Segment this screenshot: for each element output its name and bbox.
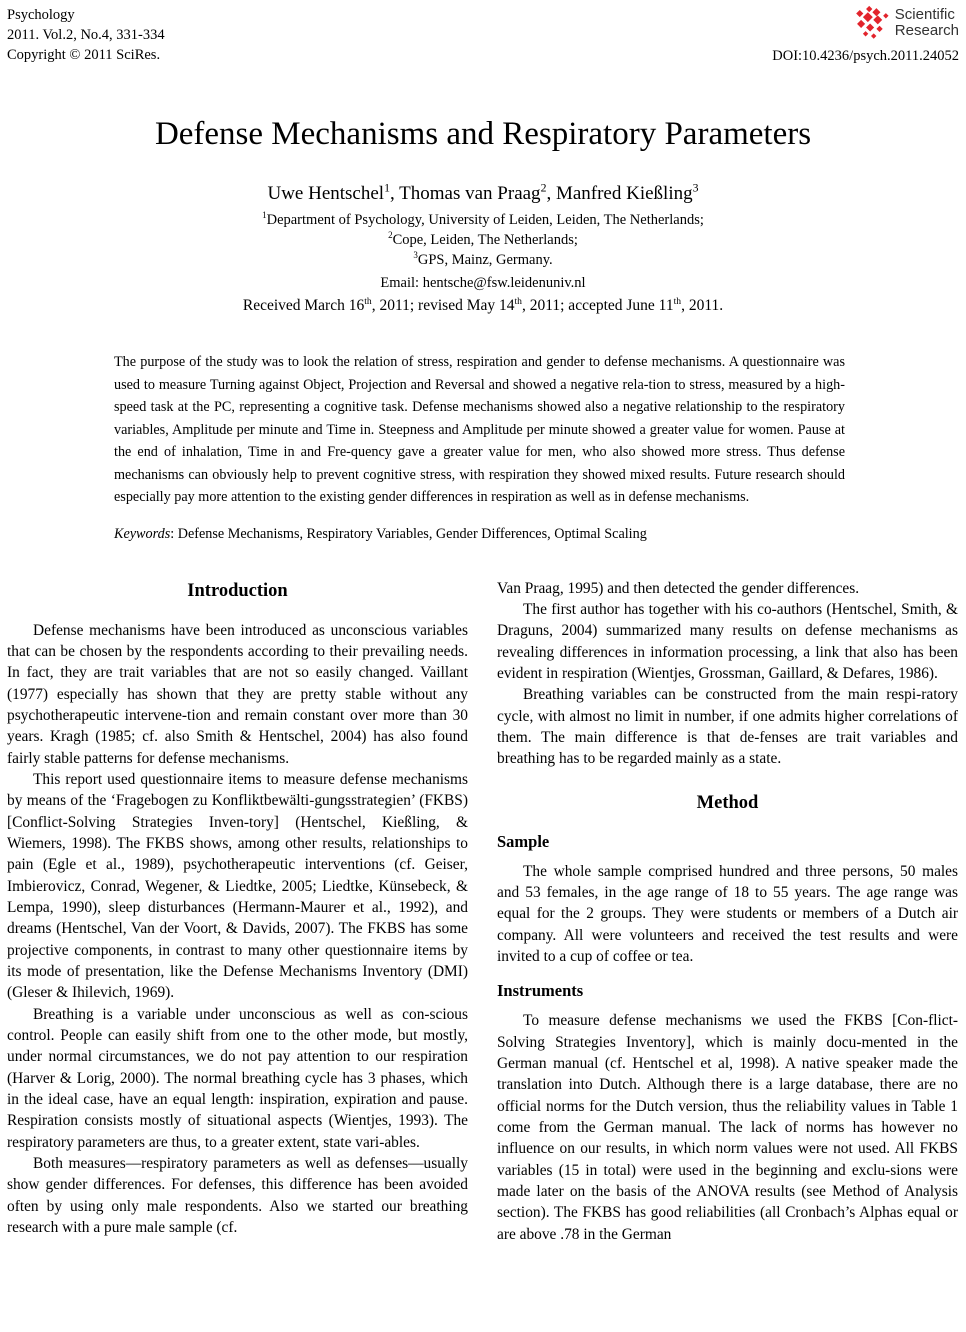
journal-issue: 2011. Vol.2, No.4, 331-334 [7,27,165,43]
author-superscript: 2 [540,181,547,195]
affiliation-line: $^3$GPS, Mainz, Germany. [413,250,553,268]
affiliation-line: $^1$Department of Psychology, University of Leiden, Leiden, The Netherlands; [262,210,704,228]
column-left [7,578,468,1246]
journal-header [0,0,966,67]
paragraph: The whole sample comprised hundred and three persons, 50 males and 53 females, in the age range of 18 to 55 years. The age range was equal for the 2 groups. They were students or members of a Dutch air company. All were volunteers and received the test results and were invited to a cup of coffee or tea. [497,862,958,965]
abstract: The purpose of the study was to look the relation of stress, respiration and gender to defense mechanisms. A questionnaire was used to measure Turning against Object, Projection and Reversal and showed a negative rela-tion to stress, measured by a high-speed task at the PC, representing a cognitive task. Defense mechanisms showed also a negative relationship to the respiratory variables, Amplitude per minute and Time in. Steepness and Amplitude per minute showed a greater value for women. Pause at the end of inhalation, Time in and Fre-quency gave a greater value for men, who also showed more stress. Thus defense mechanisms can obviously help to prevent cognitive stress, with respiration they showed mixed results. Future research should especially pay more attention to the existing gender differences in respiration as well as in defense mechanisms. [114,354,845,505]
scientific-research-logo-icon [851,5,891,41]
keywords-text: : Defense Mechanisms, Respiratory Variables, Gender Differences, Optimal Scaling [170,525,647,542]
body-columns [0,578,966,1246]
paragraph: Van Praag, 1995) and then detected the gender differences. [497,579,860,597]
author-superscript: 3 [692,181,699,195]
article-title: Defense Mechanisms and Respiratory Parameters [154,116,812,152]
keywords-line [114,523,845,545]
paragraph: Breathing is a variable under unconscious as well as con-scious control. People can easily shift from one to the other mode, but mostly, under normal circumstances, we do not pay attention to our respiration (Harver & Lorig, 2000). The normal breathing cycle has 3 phases, which in the ideal case, have an equal length: inspiration, expiration and pause. Respiration consists mostly of situational aspects (Wientjes, 1993). The respiratory parameters are thus, to a greater extent, state vari-ables. [7,1005,468,1151]
publisher-name-line2: Research [894,22,959,39]
paragraph: Defense mechanisms have been introduced as unconscious variables that can be chosen by the respondents according to their prevailing needs. In fact, they are trait variables that are not so easily changed. Vaillant (1977) especially has shown that they are pretty stable without any psychotherapeutic intervene-tion and remain constant over more than 30 years. Kragh (1985; cf. also Smith & Hentschel, 2004) has also found fairly stable patterns for defense mechanisms. [7,621,468,767]
publisher-block [772,5,959,65]
publisher-logo [772,5,959,41]
paragraph: To measure defense mechanisms we used the FKBS [Con-flict-Solving Strategies Inventory], which is mainly docu-mented in the German manual (cf. Hentschel et al, 1998). A native speaker made the translation into Dutch. Although there is a large database, there are no official norms for the Dutch version, thus the reliability values in Table 1 come from the German manual. The lack of norms has however no influence on our results, in which norm values were not used. All FKBS variables (15 in total) were used in the beginning and exclu-sions were made later on the basis of the ANOVA results (see Method of Analysis section). The FKBS has good reliabilities (all Cronbach’s Alphas equal or are above .78 in the German [497,1012,958,1243]
journal-copyright: Copyright © 2011 SciRes. [7,47,161,63]
publisher-name [895,7,959,39]
section-heading: Introduction [187,580,288,601]
journal-info [7,5,165,65]
sub-heading: Sample [497,831,550,851]
affiliations [0,210,966,270]
author-superscript: 1 [384,181,390,195]
paragraph: The first author has together with his co-authors (Hentschel, Smith, & Draguns, 2004) summarized many results on defense mechanisms as revealing differences in information processing, a link that also has been evident in respiration (Wientjes, Grossman, Gaillard, & Defares, 1986). [497,600,958,682]
journal-name: Psychology [7,7,75,23]
paragraph: This report used questionnaire items to measure defense mechanisms by means of the ‘Fragebogen zu Konfliktbewälti-gungsstrategien’ (FKBS) [Conflict-Solving Strategies Inven-tory] (Hentschel, Kießling, & Wiemers, 1998). The FKBS shows, among other results, relationships to pain (Egle et al., 1989), psychotherapeutic interventions (cf. Geiser, Imbierovicz, Conrad, Wegener, & Liedtke, 2005; Liedtke, Künsebeck, & Lempa, 1990), sleep disturbances (Hermann-Maurer et al., 1992), and dreams (Hentschel, Van der Voort, & Davids, 2007). The FKBS has some projective components, in contrast to many other questionnaire items by its mode of presentation, like the Defense Mechanisms Inventory (DMI) (Gleser & Ihilevich, 1969). [7,770,468,1002]
received-line: Received March 16th, 2011; revised May 14th, 2011; accepted June 11th, 2011. [242,295,724,314]
publisher-name-line1: Scientific [894,6,955,23]
sub-heading: Instruments [497,981,584,1001]
column-right [497,578,958,1246]
section-heading: Method [696,792,759,813]
paragraph: Both measures—respiratory parameters as well as defenses—usually show gender differences. For defenses, this difference has been avoided often by using only male respondents. Also we started our breathing research with a pure male sample (cf. [7,1155,468,1237]
paragraph: Breathing variables can be constructed from the main respi-ratory cycle, with almost no limit in number, if one admits higher correlations of them. The main difference is that de-fenses are trait variables and breathing has to be regarded mainly as a state. [497,686,958,768]
email-line: Email: hentsche@fsw.leidenuniv.nl [380,275,586,291]
keywords-label: Keywords [114,525,171,542]
affiliation-line: $^2$Cope, Leiden, The Netherlands; [388,230,578,248]
authors-line: Uwe Hentschel$^1$, Thomas van Praag$^2$, Manfred Kießling$^3$ [267,181,699,204]
doi: DOI:10.4236/psych.2011.24052 [772,48,959,64]
